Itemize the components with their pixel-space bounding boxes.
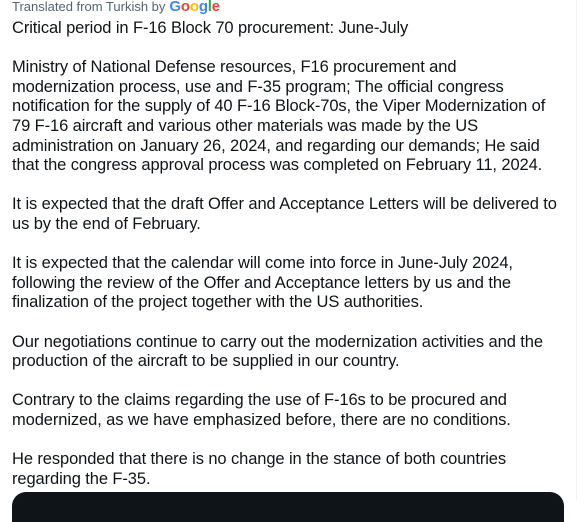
tweet-text: [12, 19, 562, 489]
translation-attribution[interactable]: [12, 0, 562, 14]
tweet-paragraph: Our negotiations continue to carry out the modernization activities and the production of the aircraft to be supplied in our country.: [12, 332, 543, 371]
tweet-paragraph: He responded that there is no change in the stance of both countries regarding the F-35.: [12, 450, 507, 488]
tweet-paragraph: Ministry of National Defense resources, F16 procurement and modernization process, use and F-35 program; The official congress notification for the supply of 40 F-16 Block-70s, the Viper Modernization of 79 F-16 aircraft and various other materials was made by the US administration on January 26, 2024, and regarding our demands; He said that the congress approval process was completed on February 11, 2024.: [12, 58, 546, 175]
tweet-paragraph: It is expected that the draft Offer and Acceptance Letters will be delivered to us by the end of February.: [12, 195, 557, 233]
tweet-content: [12, 0, 562, 489]
tweet-paragraph: It is expected that the calendar will come into force in June-July 2024, following the review of the Offer and Acceptance letters by us and the finalization of the project together with the US authorities.: [12, 254, 513, 312]
google-logo: Google: [169, 0, 220, 15]
tweet-title-line: Critical period in F-16 Block 70 procurement: June-July: [12, 19, 409, 37]
media-card-top-edge[interactable]: [12, 492, 564, 522]
column-divider: [576, 0, 577, 500]
tweet-paragraph: Contrary to the claims regarding the use of F-16s to be procured and modernized, as we have emphasized before, there are no conditions.: [12, 391, 511, 429]
translation-label: Translated from Turkish by: [12, 0, 166, 14]
